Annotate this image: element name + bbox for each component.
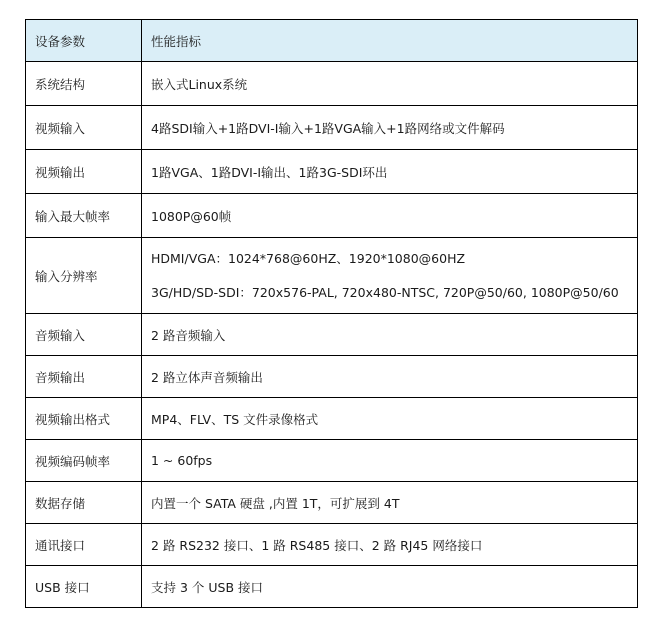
- value-line: 3G/HD/SD-SDI：720x576-PAL, 720x480-NTSC, 720P@50/60, 1080P@50/60: [151, 284, 619, 300]
- value-cell: [142, 238, 638, 314]
- param-cell: 系统结构: [26, 62, 142, 106]
- value-cell: 2 路音频输入: [142, 314, 638, 356]
- value-cell: 嵌入式Linux系统: [142, 62, 638, 106]
- value-cell: 1路VGA、1路DVI-I输出、1路3G-SDI环出: [142, 150, 638, 194]
- param-cell: 输入最大帧率: [26, 194, 142, 238]
- value-cell: 内置一个 SATA 硬盘 ,内置 1T，可扩展到 4T: [142, 482, 638, 524]
- table-row: [26, 440, 638, 482]
- param-cell: USB 接口: [26, 566, 142, 608]
- table-row: [26, 356, 638, 398]
- table-row: [26, 314, 638, 356]
- table-row: [26, 398, 638, 440]
- value-cell: 4路SDI输入+1路DVI-I输入+1路VGA输入+1路网络或文件解码: [142, 106, 638, 150]
- value-cell: 2 路 RS232 接口、1 路 RS485 接口、2 路 RJ45 网络接口: [142, 524, 638, 566]
- table-row: [26, 238, 638, 314]
- table-row: [26, 194, 638, 238]
- value-cell: MP4、FLV、TS 文件录像格式: [142, 398, 638, 440]
- param-cell: 输入分辨率: [26, 238, 142, 314]
- param-cell: 通讯接口: [26, 524, 142, 566]
- value-cell: 1080P@60帧: [142, 194, 638, 238]
- param-cell: 视频输入: [26, 106, 142, 150]
- table-header-row: [26, 20, 638, 62]
- value-cell: 1 ~ 60fps: [142, 440, 638, 482]
- param-cell: 音频输出: [26, 356, 142, 398]
- column-header-value: 性能指标: [142, 20, 638, 62]
- value-cell: 支持 3 个 USB 接口: [142, 566, 638, 608]
- table-row: [26, 62, 638, 106]
- param-cell: 视频输出: [26, 150, 142, 194]
- table-row: [26, 524, 638, 566]
- table-row: [26, 106, 638, 150]
- value-cell: 2 路立体声音频输出: [142, 356, 638, 398]
- table-row: [26, 566, 638, 608]
- param-cell: 视频编码帧率: [26, 440, 142, 482]
- param-cell: 数据存储: [26, 482, 142, 524]
- column-header-param: 设备参数: [26, 20, 142, 62]
- param-cell: 音频输入: [26, 314, 142, 356]
- table-row: [26, 482, 638, 524]
- spec-table: [25, 19, 638, 608]
- table-row: [26, 150, 638, 194]
- value-line: HDMI/VGA：1024*768@60HZ、1920*1080@60HZ: [151, 250, 466, 266]
- param-cell: 视频输出格式: [26, 398, 142, 440]
